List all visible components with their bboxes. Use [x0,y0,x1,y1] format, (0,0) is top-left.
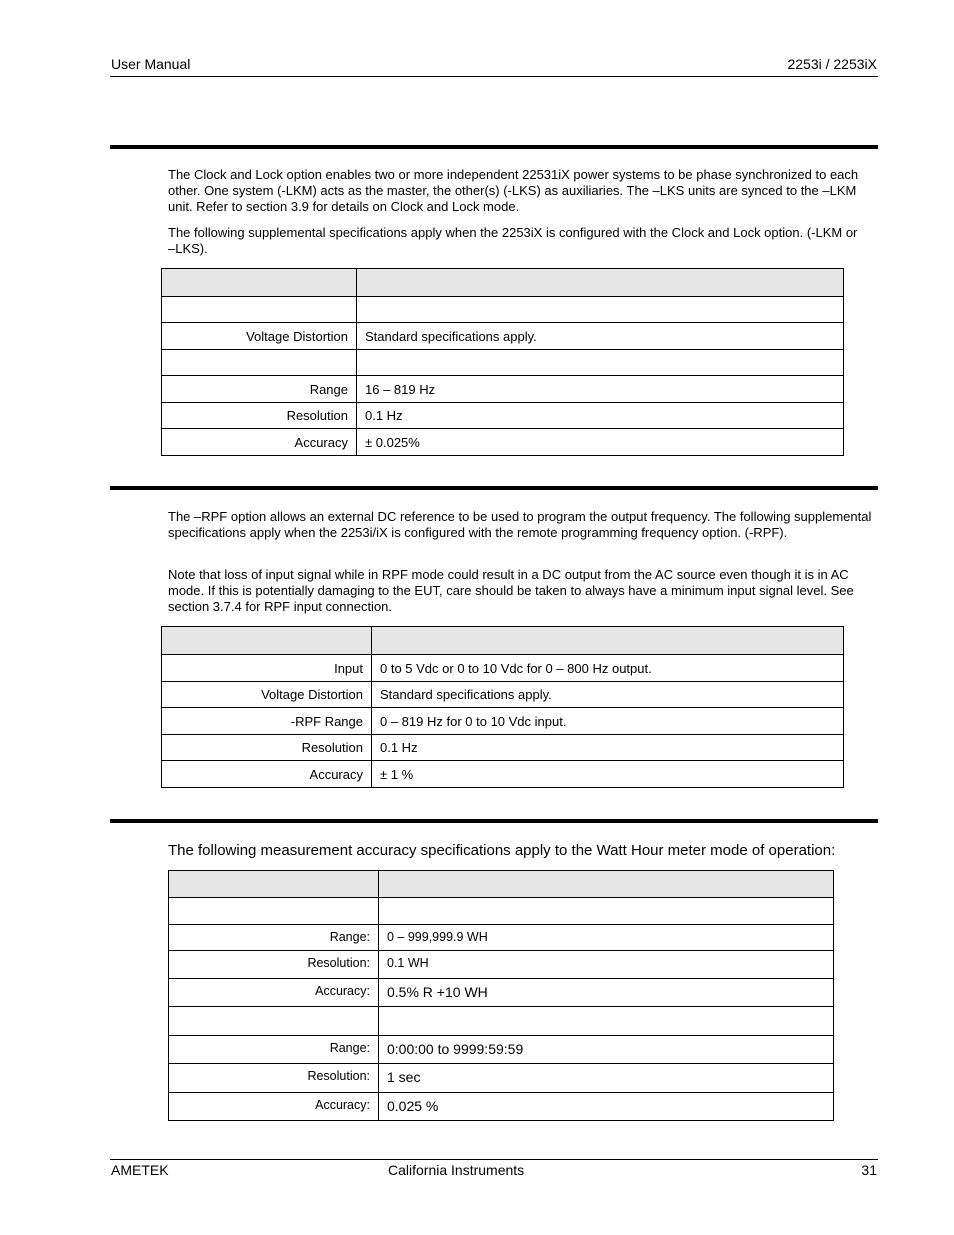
section-rule [110,819,878,823]
spec-value: 0.1 Hz [372,735,844,761]
spec-value: 0.5% R +10 WH [379,979,834,1007]
section-rule [110,486,878,490]
table-row [162,376,844,403]
spec-label [162,269,357,297]
section-rule [110,145,878,149]
table-row [162,403,844,429]
spec-label [162,627,372,655]
header-rule [110,76,878,77]
spec-label [162,297,357,323]
spec-label: Range: [169,925,379,951]
spec-label: Range: [169,1036,379,1064]
paragraph: The Clock and Lock option enables two or more independent 22531iX power systems to be phase synchronized to each other. One system (-LKM) acts as the master, the other(s) (-LKS) as auxiliaries. The –LKS units are synced to the –LKM unit. Refer to section 3.9 for details on Clock and Lock mode. [168,167,859,214]
spec-label: Accuracy [162,429,357,456]
spec-value: 0 – 819 Hz for 0 to 10 Vdc input. [372,708,844,735]
spec-value: 16 – 819 Hz [357,376,844,403]
spec-label: Input [162,655,372,682]
footer-company: AMETEK [111,1162,169,1178]
spec-label: Voltage Distortion [162,682,372,708]
table-row [162,761,844,788]
spec-value: 0 – 999,999.9 WH [379,925,834,951]
paragraph: The following supplemental specifications apply when the 2253iX is configured with the Clock and Lock option. (-LKM or –LKS). [168,225,858,256]
spec-value: 0:00:00 to 9999:59:59 [379,1036,834,1064]
paragraph: The –RPF option allows an external DC reference to be used to program the output frequency. The following supplemental specifications apply when the 2253i/iX is configured with the remote programming frequency option. (-RPF). [168,509,872,540]
spec-label: Accuracy: [169,1093,379,1121]
clock-lock-spec-table [161,268,844,456]
table-row [162,297,844,323]
table-row [169,1064,834,1093]
spec-value [379,898,834,925]
table-row [162,708,844,735]
table-row [162,323,844,350]
table-row [169,1093,834,1121]
spec-value [379,871,834,898]
table-header-row [162,269,844,297]
footer-division: California Instruments [388,1162,525,1178]
spec-label: Voltage Distortion [162,323,357,350]
table-row [162,735,844,761]
page-number: 31 [861,1162,877,1178]
spec-value: 0 to 5 Vdc or 0 to 10 Vdc for 0 – 800 Hz output. [372,655,844,682]
table-row [169,925,834,951]
watt-hour-spec-table [168,870,834,1121]
table-row [162,655,844,682]
spec-value: 0.025 % [379,1093,834,1121]
table-row [162,429,844,456]
spec-value: ± 0.025% [357,429,844,456]
spec-value: 0.1 Hz [357,403,844,429]
table-row [169,1036,834,1064]
spec-value [357,269,844,297]
footer-rule [110,1159,878,1160]
spec-value [357,350,844,376]
spec-value: Standard specifications apply. [372,682,844,708]
spec-value [357,297,844,323]
table-row [169,951,834,979]
spec-value [379,1007,834,1036]
spec-label: Resolution [162,735,372,761]
spec-value: Standard specifications apply. [357,323,844,350]
spec-value: ± 1 % [372,761,844,788]
rpf-spec-table [161,626,844,788]
spec-value: 0.1 WH [379,951,834,979]
spec-label [169,1007,379,1036]
spec-label: -RPF Range [162,708,372,735]
header-model: 2253i / 2253iX [787,56,877,72]
table-row [162,682,844,708]
table-header-row [169,871,834,898]
spec-label: Accuracy: [169,979,379,1007]
table-row [162,350,844,376]
spec-value [372,627,844,655]
spec-value: 1 sec [379,1064,834,1093]
table-row [169,898,834,925]
spec-label: Range [162,376,357,403]
spec-label [162,350,357,376]
spec-label: Resolution: [169,1064,379,1093]
spec-label: Accuracy [162,761,372,788]
table-row [169,979,834,1007]
paragraph: Note that loss of input signal while in RPF mode could result in a DC output from the AC source even though it is in AC mode. If this is potentially damaging to the EUT, care should be taken to always have a minimum input signal level. See section 3.7.4 for RPF input connection. [168,567,854,614]
header-title: User Manual [111,56,191,72]
paragraph: The following measurement accuracy specifications apply to the Watt Hour meter mode of operation: [168,842,836,859]
table-row [169,1007,834,1036]
spec-label: Resolution: [169,951,379,979]
table-header-row [162,627,844,655]
spec-label: Resolution [162,403,357,429]
spec-label [169,898,379,925]
spec-label [169,871,379,898]
